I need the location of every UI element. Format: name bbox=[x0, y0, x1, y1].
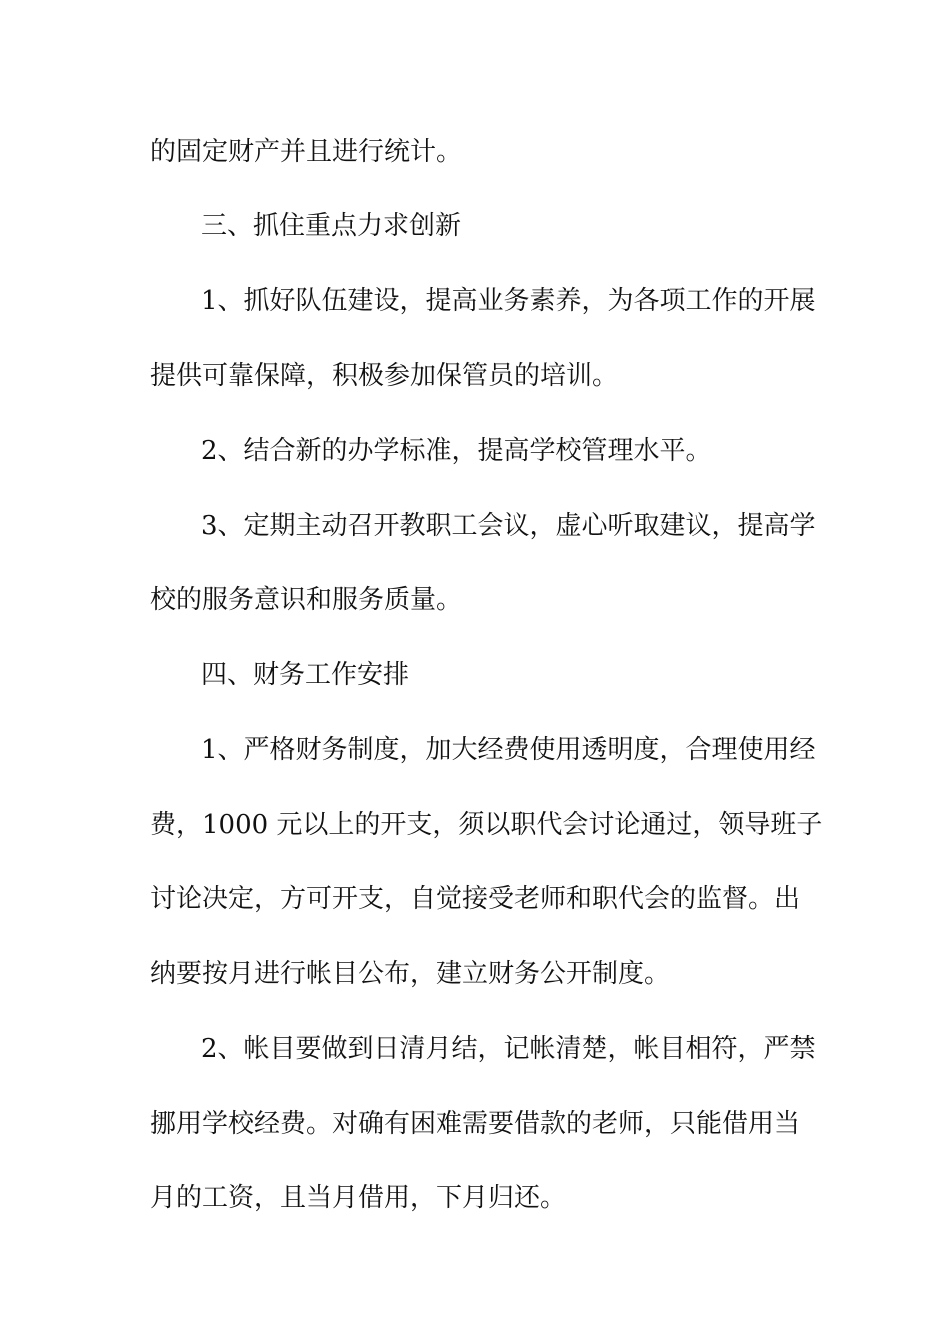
paragraph-line: 校的服务意识和服务质量。 bbox=[150, 585, 463, 615]
paragraph-line: 纳要按月进行帐目公布，建立财务公开制度。 bbox=[150, 959, 671, 989]
paragraph-line: 费，1000 元以上的开支，须以职代会讨论通过，领导班子 bbox=[150, 810, 823, 840]
paragraph-line: 的固定财产并且进行统计。 bbox=[150, 137, 463, 167]
paragraph-line: 讨论决定，方可开支，自觉接受老师和职代会的监督。出 bbox=[150, 884, 801, 914]
paragraph-line: 2、帐目要做到日清月结，记帐清楚，帐目相符，严禁 bbox=[201, 1034, 816, 1064]
section-heading: 四、财务工作安排 bbox=[201, 660, 410, 690]
paragraph-line: 挪用学校经费。对确有困难需要借款的老师，只能借用当 bbox=[150, 1109, 801, 1139]
paragraph-line: 月的工资，且当月借用，下月归还。 bbox=[150, 1183, 567, 1213]
paragraph-line: 2、结合新的办学标准，提高学校管理水平。 bbox=[201, 436, 712, 466]
paragraph-line: 1、严格财务制度，加大经费使用透明度，合理使用经 bbox=[201, 735, 816, 765]
paragraph-line: 3、定期主动召开教职工会议，虚心听取建议，提高学 bbox=[201, 511, 816, 541]
section-heading: 三、抓住重点力求创新 bbox=[201, 211, 462, 241]
paragraph-line: 1、抓好队伍建设，提高业务素养，为各项工作的开展 bbox=[201, 286, 816, 316]
paragraph-line: 提供可靠保障，积极参加保管员的培训。 bbox=[150, 361, 619, 391]
